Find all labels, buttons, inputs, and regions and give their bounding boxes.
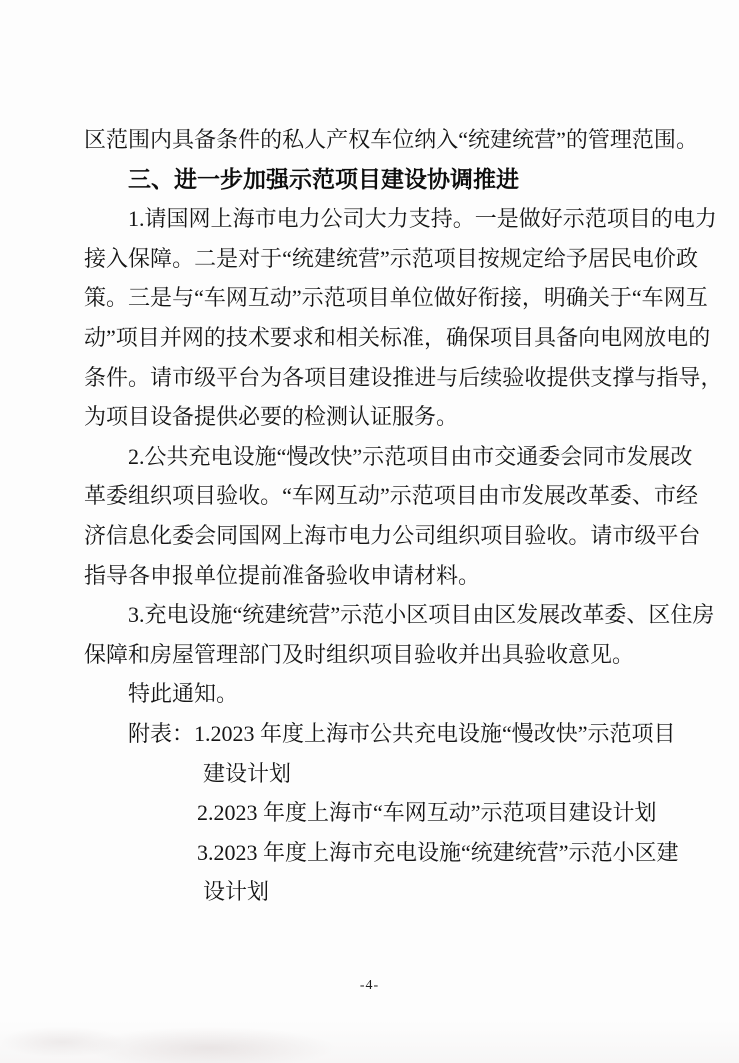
text-line: 特此通知。 (128, 681, 239, 707)
text-line: 济 信 息 化 委 会 同 国 网 上 海 市 电 力 公 司 组 织 项 目 验 收 。 请 市 级 平 台 (84, 522, 701, 548)
text-line: 建设计划 (203, 760, 292, 786)
text-line: 设计划 (203, 879, 270, 905)
page-number: -4- (359, 978, 380, 993)
text-line: 保障和房屋管理部门及时组织项目验收并出具验收意见。 (84, 641, 635, 667)
text-line: 附表：1.2023 年度上海市公共充电设施“慢改快”示范项目 (128, 720, 676, 746)
text-line: 条 件 。 请 市 级 平 台 为 各 项 目 建 设 推 进 与 后 续 验 收 提 供 支 撑 与 指 导 ， (84, 364, 723, 390)
text-line: 指导各申报单位提前准备验收申请材料。 (84, 562, 481, 588)
text-line: 2 . 公 共 充 电 设 施 “ 慢 改 快 ” 示 范 项 目 由 市 交 通 委 会 同 市 发 展 改 (128, 443, 693, 469)
text-line: 策 。 三 是 与 “ 车 网 互 动 ” 示 范 项 目 单 位 做 好 衔 接 ， 明 确 关 于 “ 车 网 互 (84, 285, 708, 311)
text-line: 1 . 请 国 网 上 海 市 电 力 公 司 大 力 支 持 。 一 是 做 好 示 范 项 目 的 电 力 (128, 206, 717, 232)
text-line: 区 范 围 内 具 备 条 件 的 私 人 产 权 车 位 纳 入 “ 统 建 统 营 ” 的 管 理 范 围 。 (84, 127, 698, 152)
document-body (84, 120, 723, 912)
text-line: 3 . 充 电 设 施 “ 统 建 统 营 ” 示 范 小 区 项 目 由 区 发 展 改 革 委 、 区 住 房 (128, 602, 715, 628)
text-line: 2.2023 年度上海市“车网互动”示范项目建设计划 (197, 800, 657, 826)
text-line: 动 ” 项 目 并 网 的 技 术 要 求 和 相 关 标 准 ， 确 保 项 目 具 备 向 电 网 放 电 的 (84, 324, 711, 350)
section-heading: 三、进一步加强示范项目建设协调推进 (128, 165, 519, 192)
text-line: 为项目设备提供必要的检测认证服务。 (84, 404, 459, 430)
text-line: 革 委 组 织 项 目 验 收 。 “ 车 网 互 动 ” 示 范 项 目 由 市 发 展 改 革 委 、 市 经 (84, 483, 698, 509)
text-line: 接 入 保 障 。 二 是 对 于 “ 统 建 统 营 ” 示 范 项 目 按 规 定 给 予 居 民 电 价 政 (84, 245, 698, 271)
text-line: 3.2023 年度上海市充电设施“统建统营”示范小区建 (197, 839, 679, 865)
